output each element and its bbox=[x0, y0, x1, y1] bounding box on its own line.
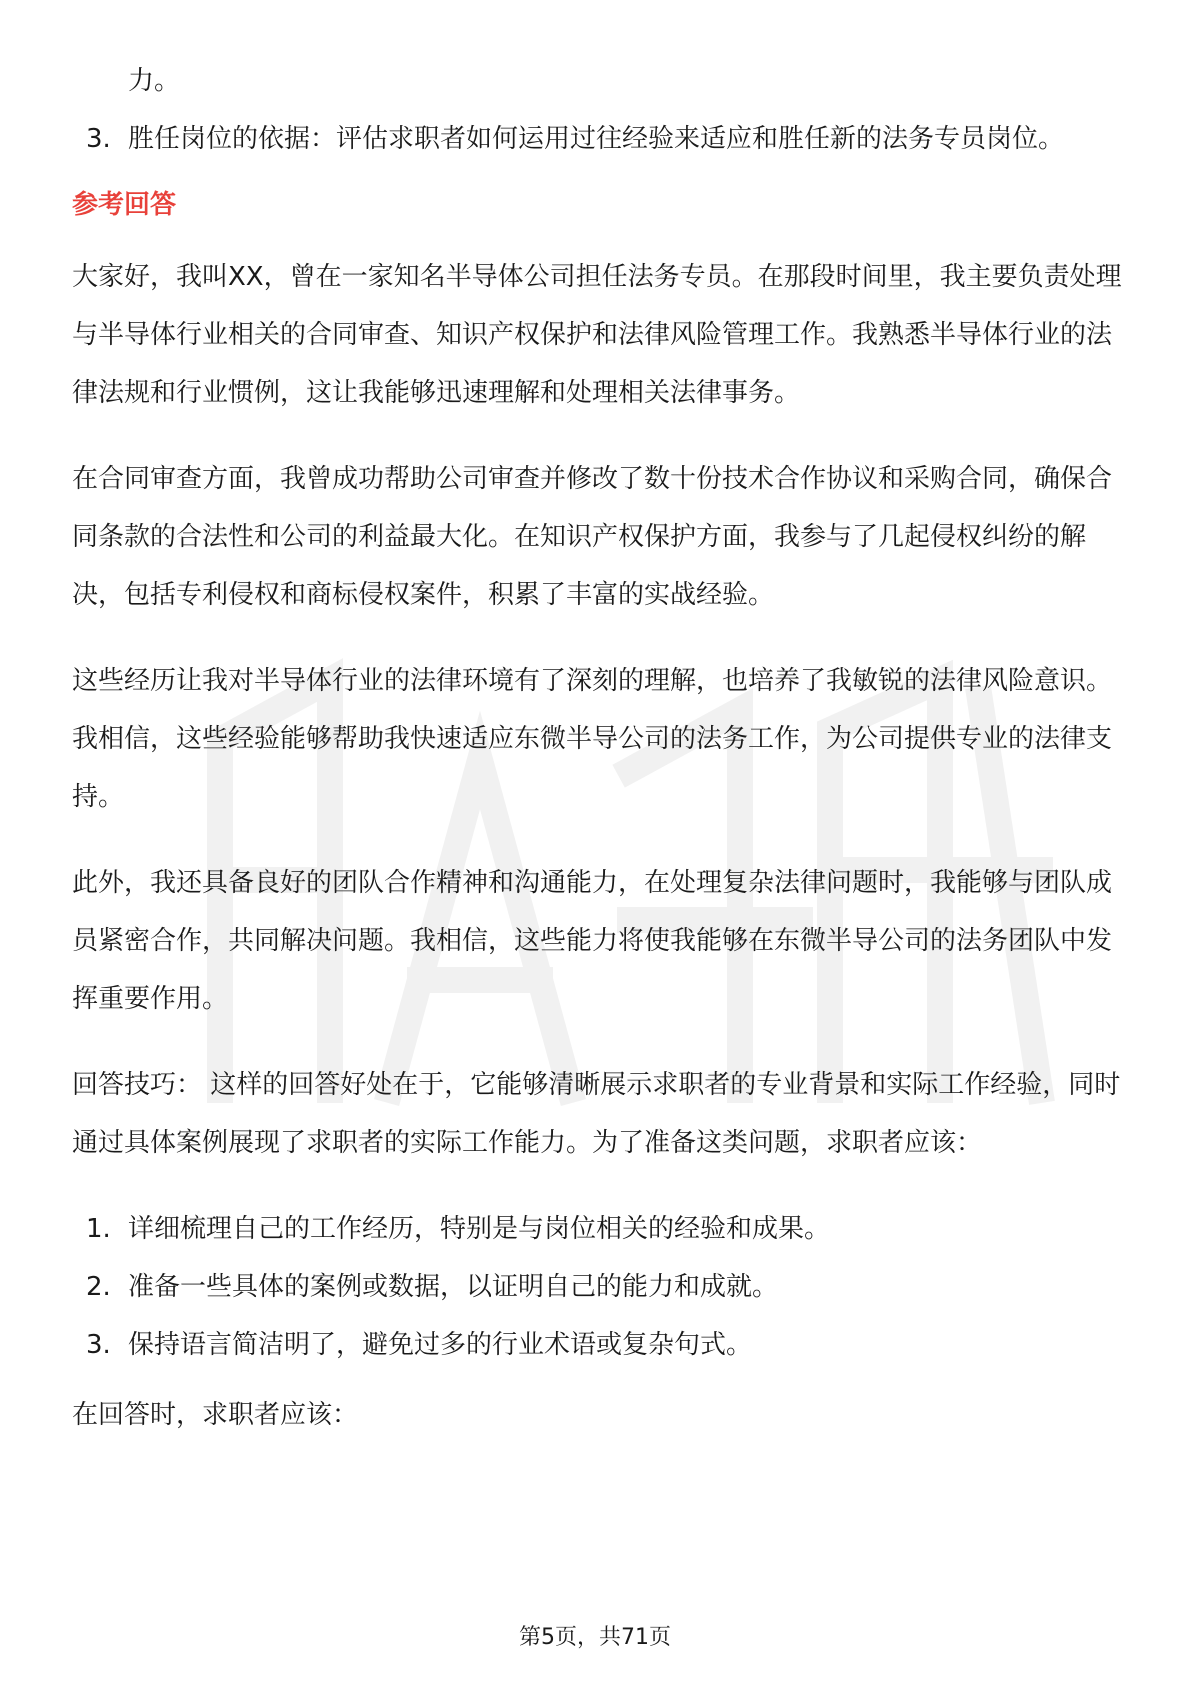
list-item-text: 保持语言简洁明了，避免过多的行业术语或复杂句式。 bbox=[128, 1330, 753, 1360]
list-item bbox=[72, 1258, 1122, 1316]
criteria-list bbox=[72, 110, 1122, 168]
paragraph-closing: 在回答时，求职者应该： bbox=[72, 1400, 359, 1430]
paragraph-teamwork: 此外，我还具备良好的团队合作精神和沟通能力，在处理复杂法律问题时，我能够与团队成员紧密合作，共同解决问题。我相信，这些能力将使我能够在东微半导公司的法务团队中发挥重要作用。 bbox=[72, 868, 1113, 1014]
list-number: 2. bbox=[86, 1272, 111, 1302]
list-item-text: 胜任岗位的依据：评估求职者如何运用过往经验来适应和胜任新的法务专员岗位。 bbox=[128, 124, 1065, 154]
list-item bbox=[72, 1200, 1122, 1258]
list-item bbox=[72, 110, 1122, 168]
paragraph-contract-review: 在合同审查方面，我曾成功帮助公司审查并修改了数十份技术合作协议和采购合同，确保合同条款的合法性和公司的利益最大化。在知识产权保护方面，我参与了几起侵权纠纷的解决，包括专利侵权和商标侵权案件，积累了丰富的实战经验。 bbox=[72, 464, 1113, 610]
page-footer: 第5页，共71页 bbox=[519, 1625, 671, 1650]
list-continuation: 力。 bbox=[128, 66, 181, 96]
tips-list bbox=[72, 1200, 1122, 1374]
list-item-text: 准备一些具体的案例或数据，以证明自己的能力和成就。 bbox=[128, 1272, 779, 1302]
list-number: 3. bbox=[86, 1330, 111, 1360]
paragraph-experience: 这些经历让我对半导体行业的法律环境有了深刻的理解，也培养了我敏锐的法律风险意识。我相信，这些经验能够帮助我快速适应东微半导公司的法务工作，为公司提供专业的法律支持。 bbox=[72, 666, 1113, 812]
list-number: 3. bbox=[86, 124, 111, 154]
document-content bbox=[72, 52, 1122, 1472]
list-item bbox=[72, 1316, 1122, 1374]
list-number: 1. bbox=[86, 1214, 111, 1244]
section-heading: 参考回答 bbox=[72, 190, 177, 220]
list-item-text: 详细梳理自己的工作经历，特别是与岗位相关的经验和成果。 bbox=[128, 1214, 831, 1244]
paragraph-intro: 大家好，我叫XX，曾在一家知名半导体公司担任法务专员。在那段时间里，我主要负责处理与半导体行业相关的合同审查、知识产权保护和法律风险管理工作。我熟悉半导体行业的法律法规和行业惯例，这让我能够迅速理解和处理相关法律事务。 bbox=[72, 262, 1122, 408]
paragraph-answer-tips: 回答技巧： 这样的回答好处在于，它能够清晰展示求职者的专业背景和实际工作经验，同时通过具体案例展现了求职者的实际工作能力。为了准备这类问题，求职者应该： bbox=[72, 1070, 1121, 1158]
